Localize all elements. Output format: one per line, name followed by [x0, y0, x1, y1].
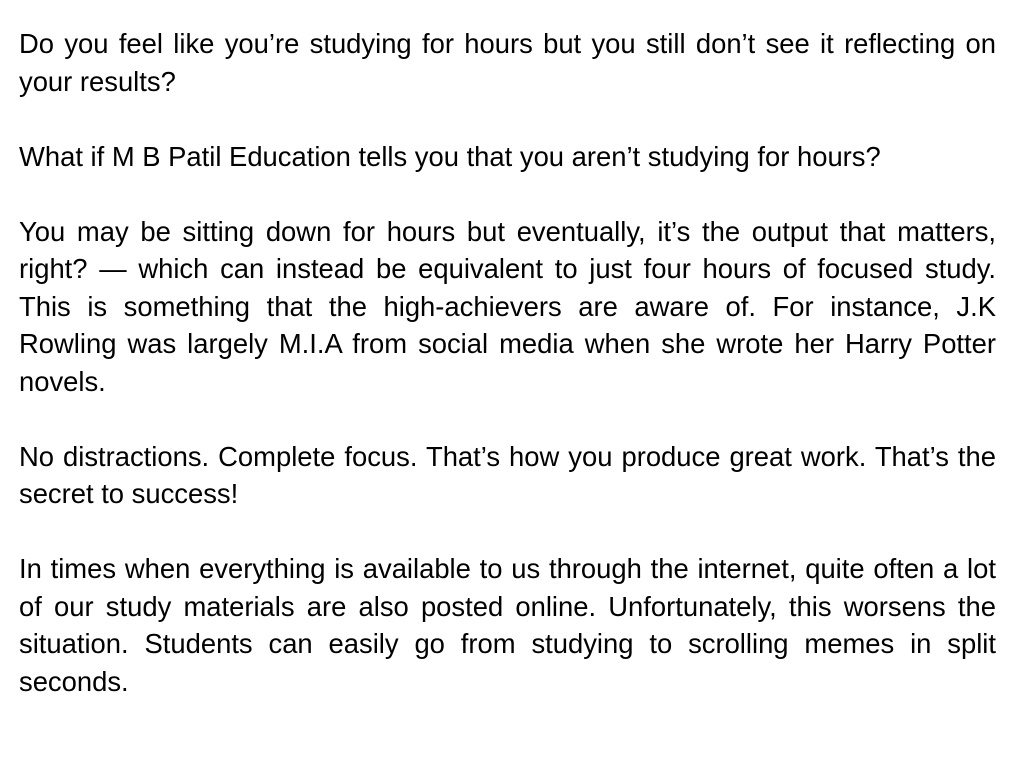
paragraph-2: What if M B Patil Education tells you that you aren’t studying for hours? [19, 140, 881, 172]
paragraph-5: In times when everything is available to us through the internet, quite often a lot of our study materials are also posted online. Unfortunately, this worsens the situation. Students can easily go from studying to scrolling memes in split seconds. [19, 553, 996, 697]
paragraph-4: No distractions. Complete focus. That’s how you produce great work. That’s the secret to success! [19, 440, 996, 509]
document-body [19, 25, 996, 700]
paragraph-3: You may be sitting down for hours but eventually, it’s the output that matters, right? — which can instead be equivalent to just four hours of focused study. This is something that the high-achievers are aware of. For instance, J.K Rowling was largely M.I.A from social media when she wrote her Harry Potter novels. [19, 215, 996, 397]
paragraph-1: Do you feel like you’re studying for hours but you still don’t see it reflecting on your results? [19, 28, 996, 97]
